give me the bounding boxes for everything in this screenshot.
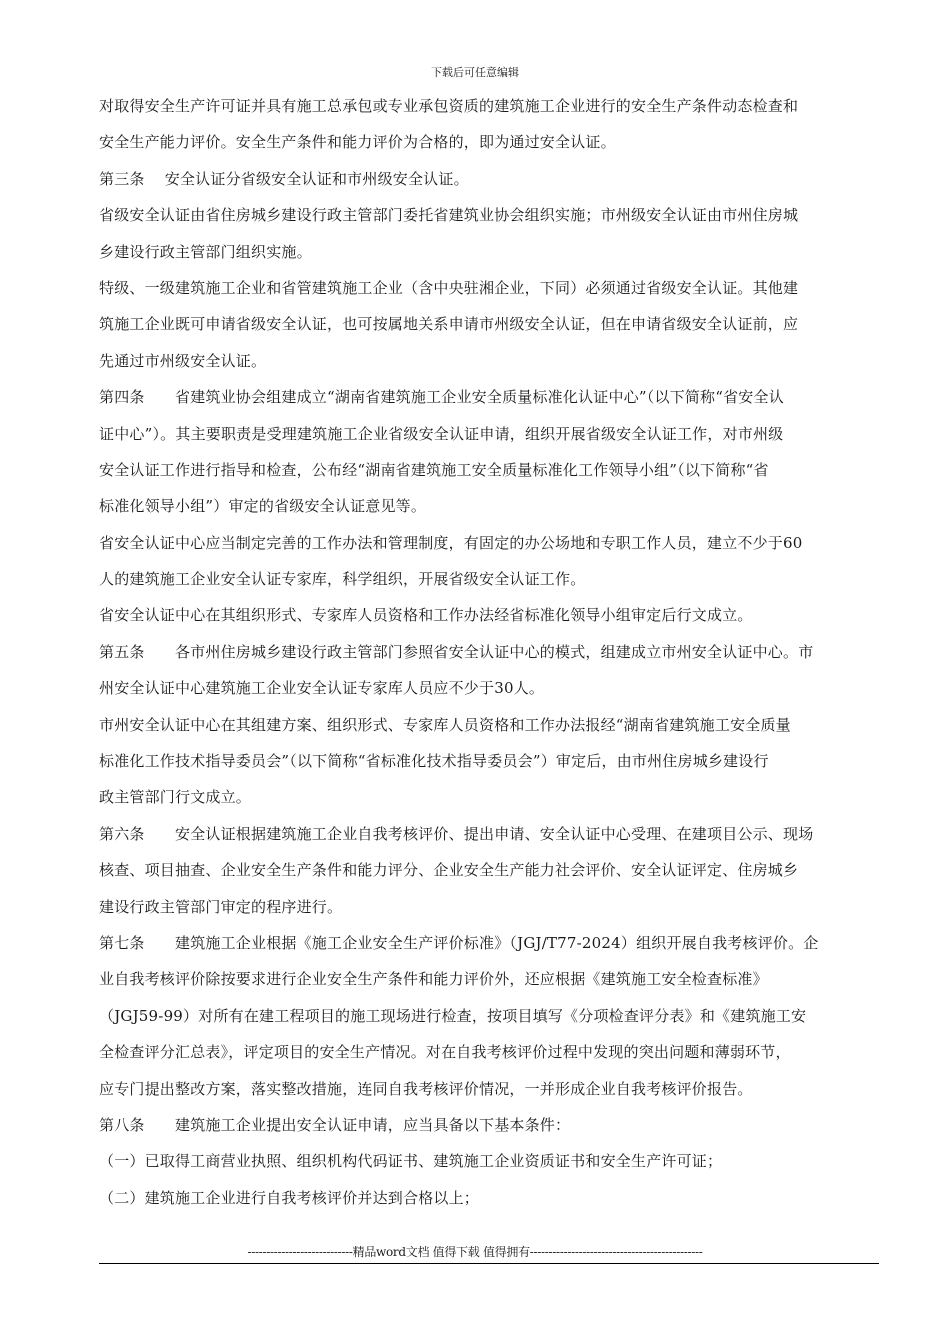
text-line: 核查、项目抽查、企业安全生产条件和能力评分、企业安全生产能力社会评价、安全认证评定、住房城乡 [99,861,799,880]
footer-divider [99,1263,879,1264]
text-line: 州安全认证中心建筑施工企业安全认证专家库人员应不少于30人。 [99,679,545,698]
text-line: 人的建筑施工企业安全认证专家库，科学组织，开展省级安全认证工作。 [99,570,586,589]
page-footer: ----------------------------精品word文档 值得下载 值得拥有---------------------------------------------- [247,1245,703,1259]
text-line: 标准化工作技术指导委员会”（以下简称“省标准化技术指导委员会”）审定后，由市州住房城乡建设行 [99,752,769,771]
article-7-title: 第七条 建筑施工企业根据《施工企业安全生产评价标准》（JGJ/T77-2024）组织开展自我考核评价。企 [99,933,819,952]
text-line: 乡建设行政主管部门组织实施。 [99,242,312,261]
article-3-title: 第三条 安全认证分省级安全认证和市州级安全认证。 [99,169,469,188]
text-line: 安全认证工作进行指导和检查，公布经“湖南省建筑施工安全质量标准化工作领导小组”（以下简称“省 [99,460,769,479]
text-line: 筑施工企业既可申请省级安全认证，也可按属地关系申请市州级安全认证，但在申请省级安全认证前，应 [99,315,799,334]
text-line: 特级、一级建筑施工企业和省管建筑施工企业（含中央驻湘企业，下同）必须通过省级安全认证。其他建 [99,278,799,297]
text-line: 业自我考核评价除按要求进行企业安全生产条件和能力评价外，还应根据《建筑施工安全检查标准》 [99,970,768,989]
article-6-title: 第六条 安全认证根据建筑施工企业自我考核评价、提出申请、安全认证中心受理、在建项目公示、现场 [99,824,814,843]
text-line: 标准化领导小组”）审定的省级安全认证意见等。 [99,497,427,516]
document-body [99,88,879,1216]
text-line: 市州安全认证中心在其组建方案、组织形式、专家库人员资格和工作办法报经“湖南省建筑施工安全质量 [99,715,791,734]
article-5-title: 第五条 各市州住房城乡建设行政主管部门参照省安全认证中心的模式，组建成立市州安全认证中心。市 [99,642,814,661]
text-line: 安全生产能力评价。安全生产条件和能力评价为合格的，即为通过安全认证。 [99,133,616,152]
text-line: 证中心”）。其主要职责是受理建筑施工企业省级安全认证申请，组织开展省级安全认证工作，对市州级 [99,424,784,443]
article-8-title: 第八条 建筑施工企业提出安全认证申请，应当具备以下基本条件： [99,1115,571,1134]
article-4-title: 第四条 省建筑业协会组建成立“湖南省建筑施工企业安全质量标准化认证中心”（以下简称“省安全认 [99,388,784,407]
text-line: 先通过市州级安全认证。 [99,351,267,370]
text-line: 省安全认证中心应当制定完善的工作办法和管理制度，有固定的办公场地和专职工作人员，建立不少于60 [99,533,803,552]
list-item: （一）已取得工商营业执照、组织机构代码证书、建筑施工企业资质证书和安全生产许可证； [99,1152,723,1171]
text-line: 应专门提出整改方案，落实整改措施，连同自我考核评价情况，一并形成企业自我考核评价报告。 [99,1079,753,1098]
page-header: 下载后可任意编辑 [431,66,519,79]
text-line: 全检查评分汇总表》，评定项目的安全生产情况。对在自我考核评价过程中发现的突出问题和薄弱环节， [99,1043,791,1062]
text-line: 对取得安全生产许可证并具有施工总承包或专业承包资质的建筑施工企业进行的安全生产条件动态检查和 [99,97,799,115]
text-line: （JGJ59-99）对所有在建工程项目的施工现场进行检查，按项目填写《分项检查评分表》和《建筑施工安 [99,1006,807,1025]
text-line: 省级安全认证由省住房城乡建设行政主管部门委托省建筑业协会组织实施；市州级安全认证由市州住房城 [99,206,799,225]
list-item: （二）建筑施工企业进行自我考核评价并达到合格以上； [99,1188,480,1207]
text-line: 建设行政主管部门审定的程序进行。 [99,897,343,916]
text-line: 省安全认证中心在其组织形式、专家库人员资格和工作办法经省标准化领导小组审定后行文成立。 [99,606,753,625]
text-line: 政主管部门行文成立。 [99,788,252,807]
